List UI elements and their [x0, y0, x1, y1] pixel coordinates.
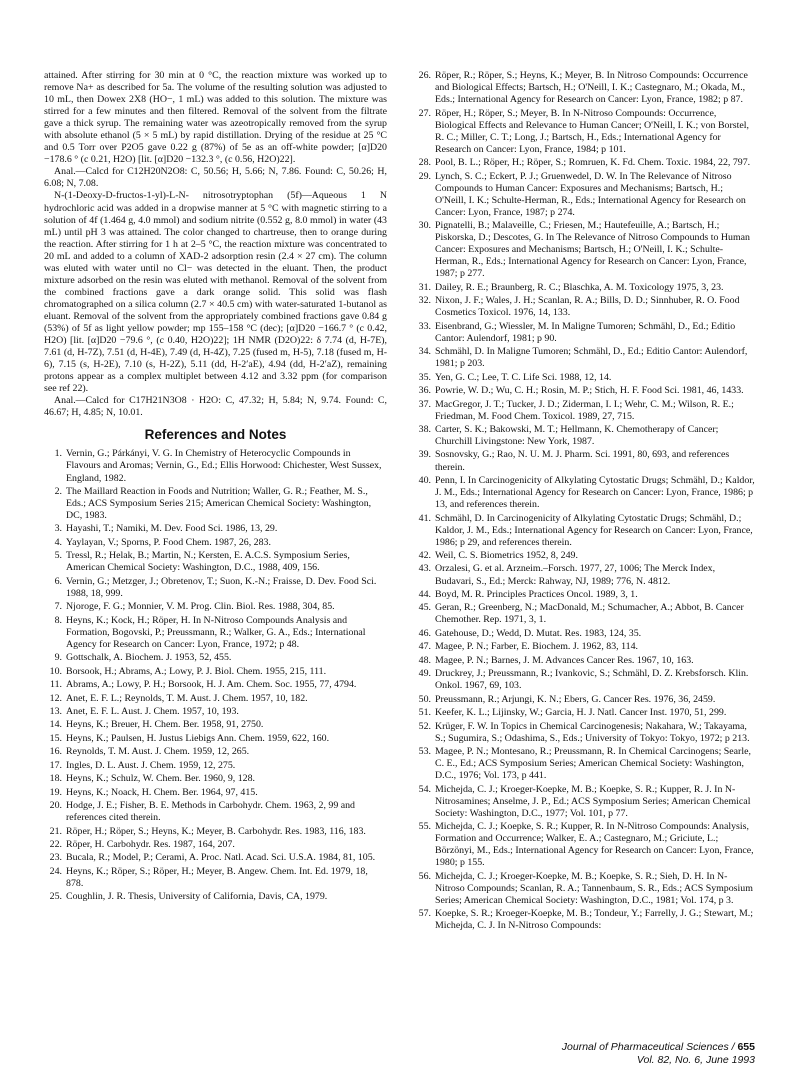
reference-item	[44, 486, 387, 522]
page-footer	[562, 1041, 755, 1067]
reference-text: Vernin, G.; Párkányi, V. G. In Chemistry of Heterocyclic Compounds in Flavours and Aromas; Vernin, G., Ed.; Ellis Horwood: Chichester, West Sussex, England, 1982.	[66, 448, 382, 484]
reference-text: Coughlin, J. R. Thesis, University of California, Davis, CA, 1979.	[66, 891, 328, 903]
reference-item	[413, 746, 756, 782]
reference-number: 47.	[418, 641, 431, 653]
reference-text: MacGregor, J. T.; Tucker, J. D.; Ziderman, I. I.; Wehr, C. M.; Wilson, R. E.; Friedman, M. Food Chem. Toxicol. 1989, 27, 715.	[435, 398, 734, 422]
reference-item	[44, 760, 387, 772]
reference-number: 31.	[418, 281, 431, 293]
footer-journal-line	[562, 1041, 755, 1054]
reference-text: Geran, R.; Greenberg, N.; MacDonald, M.; Schumacher, A.; Abbot, B. Cancer Chemother. Rep. 1971, 3, 1.	[435, 602, 744, 626]
analysis-paragraph-1: Anal.—Calcd for C12H20N2O8: C, 50.56; H, 5.66; N, 7.86. Found: C, 50.26; H, 6.08; N, 7.08.	[44, 166, 387, 190]
reference-item	[413, 346, 756, 370]
reference-text: Keefer, K. L.; Lijinsky, W.; Garcia, H. J. Natl. Cancer Inst. 1970, 51, 299.	[435, 707, 727, 719]
reference-item	[413, 694, 756, 706]
reference-text: Magee, P. N.; Barnes, J. M. Advances Cancer Res. 1967, 10, 163.	[435, 654, 694, 666]
reference-list-right	[413, 70, 756, 932]
reference-text: Lynch, S. C.; Eckert, P. J.; Gruenwedel, D. W. In The Relevance of Nitroso Compounds to Human Cancer: Exposures and Mechanisms; Bartsch, H.; O'Neill, I. K.; Schulte-Herman, R., Eds.; International Agency for Research on Cancer: Lyon, France, 1987; p 274.	[435, 170, 746, 218]
reference-number: 53.	[418, 746, 431, 758]
reference-item	[413, 589, 756, 601]
reference-item	[413, 668, 756, 692]
reference-item	[44, 746, 387, 758]
reference-text: Anet, E. F. L. Aust. J. Chem. 1957, 10, 193.	[66, 706, 239, 718]
reference-text: Weil, C. S. Biometrics 1952, 8, 249.	[435, 550, 578, 562]
reference-number: 34.	[418, 346, 431, 358]
reference-text: Anet, E. F. L.; Reynolds, T. M. Aust. J. Chem. 1957, 10, 182.	[66, 692, 308, 704]
reference-number: 4.	[54, 536, 62, 548]
reference-text: Abrams, A.; Lowy, P. H.; Borsook, H. J. Am. Chem. Soc. 1955, 77, 4794.	[66, 679, 357, 691]
reference-text: Michejda, C. J.; Kroeger-Koepke, M. B.; Koepke, S. R.; Kupper, R. J. In N-Nitrosamines; Anselme, J. P., Ed.; ACS Symposium Series; American Chemical Society: Washington, D.C., 1977; Vol. 101, p 77.	[435, 783, 751, 819]
reference-item	[413, 550, 756, 562]
reference-item	[413, 707, 756, 719]
reference-number: 26.	[418, 70, 431, 81]
reference-number: 14.	[49, 719, 62, 731]
reference-item	[413, 563, 756, 587]
body-paragraph-2: N-(1-Deoxy-D-fructos-1-yl)-L-N- nitrosotryptophan (5f)—Aqueous 1 N hydrochloric acid was added in a dropwise manner at 5 °C with magnetic stirring to a solution of 4f (1.464 g, 4.0 mmol) and sodium nitrite (0.552 g, 8.0 mmol) in water (43 mL) until pH 3 was attained. The color changed to chartreuse, then to orange during the reaction. After stirring for 1 h at 2–5 °C, the reaction mixture was concentrated to 20 mL and added to a column of XAD-2 adsorption resin (2.4 × 27 cm). The column was eluted with water until no Cl− was detected in the eluant. Then, the product mixture adsorbed on the resin was eluted with methanol. Removal of the solvent from the combined fractions gave a dark orange solid. This solid was flash chromatographed on a silica column (2.7 × 40.5 cm) with water-saturated 1-butanol as eluant. Removal of the solvent from the appropriately combined fractions gave 0.84 g (53%) of 5f as light yellow powder; mp 155–158 °C (dec); [α]D20 −166.7 ° (c 0.42, H2O) [lit. [α]D20 −79.6 °, (c 0.40, H2O)22]; 1H NMR (D2O)22: δ 7.74 (d, H-7E), 7.61 (d, H-7Z), 7.51 (d, H-4E), 7.49 (d, H-4Z), 7.25 (fused m, H-5), 7.18 (fused m, H-6), 7.15 (s, H-2E), 7.10 (s, H-2Z), 5.11 (dd, H-2′aE), 4.94 (dd, H-2′aZ), remaining protons appear as a complex multiplet between 4.12 and 3.32 ppm (for comparison see ref 22).	[44, 190, 387, 395]
reference-number: 44.	[418, 588, 431, 600]
reference-item	[44, 679, 387, 691]
footer-issue: Vol. 82, No. 6, June 1993	[636, 1054, 755, 1066]
references-heading: References and Notes	[144, 427, 287, 443]
reference-number: 19.	[49, 786, 62, 798]
reference-text: Michejda, C. J.; Kroeger-Koepke, M. B.; Koepke, S. R.; Sieh, D. H. In N-Nitroso Compounds; Scanlan, R. A.; Tannenbaum, S. R., Eds.; ACS Symposium Series; American Chemical Society: Washington, D.C., 1981; Vol. 174, p 3.	[435, 870, 753, 906]
reference-text: Heyns, K.; Breuer, H. Chem. Ber. 1958, 91, 2750.	[66, 719, 264, 731]
reference-text: Pool, B. L.; Röper, H.; Röper, S.; Romruen, K. Fd. Chem. Toxic. 1984, 22, 797.	[435, 157, 751, 169]
reference-item	[44, 891, 387, 903]
reference-text: Yen, G. C.; Lee, T. C. Life Sci. 1988, 12, 14.	[435, 371, 612, 383]
reference-text: Hayashi, T.; Namiki, M. Dev. Food Sci. 1986, 13, 29.	[66, 523, 278, 535]
reference-text: Boyd, M. R. Principles Practices Oncol. 1989, 3, 1.	[435, 588, 638, 600]
reference-item	[413, 424, 756, 448]
reference-text: Nixon, J. F.; Wales, J. H.; Scanlan, R. A.; Bills, D. D.; Sinnhuber, R. O. Food Cosmetics Toxicol. 1976, 14, 133.	[435, 295, 740, 319]
reference-item	[413, 220, 756, 280]
reference-item	[413, 721, 756, 745]
analysis-paragraph-2: Anal.—Calcd for C17H21N3O8 · H2O: C, 47.32; H, 5.84; N, 9.74. Found: C, 46.67; H, 4.85; N, 10.01.	[44, 395, 387, 419]
reference-number: 51.	[418, 707, 431, 719]
reference-item	[413, 282, 756, 294]
reference-text: Bucala, R.; Model, P.; Cerami, A. Proc. Natl. Acad. Sci. U.S.A. 1984, 81, 105.	[66, 852, 376, 864]
reference-number: 7.	[54, 601, 62, 613]
reference-number: 10.	[49, 665, 62, 677]
reference-text: Preussmann, R.; Arjungi, K. N.; Ebers, G. Cancer Res. 1976, 36, 2459.	[435, 693, 716, 705]
reference-item	[44, 523, 387, 535]
reference-text: Vernin, G.; Metzger, J.; Obretenov, T.; Suon, K.-N.; Fraisse, D. Dev. Food Sci. 1988, 18, 999.	[66, 575, 377, 599]
reference-text: Magee, P. N.; Farber, E. Biochem. J. 1962, 83, 114.	[435, 641, 639, 653]
reference-text: Tressl, R.; Helak, B.; Martin, N.; Kersten, E. A.C.S. Symposium Series, American Chemical Society: Washington, D.C., 1988, 409, 156.	[66, 550, 350, 574]
reference-item	[44, 537, 387, 549]
reference-number: 49.	[418, 668, 431, 680]
reference-text: Heyns, K.; Kock, H.; Röper, H. In N-Nitroso Compounds Analysis and Formation, Bogovski, P.; Preussmann, R.; Walker, G. A., Eds.; International Agency for Research on Cancer: Lyon, France, 1972; p 48.	[66, 614, 366, 650]
reference-item	[413, 108, 756, 156]
reference-number: 57.	[418, 908, 431, 920]
reference-number: 20.	[49, 800, 62, 812]
reference-number: 48.	[418, 654, 431, 666]
reference-item	[44, 550, 387, 574]
reference-number: 13.	[49, 706, 62, 718]
reference-number: 3.	[54, 523, 62, 535]
reference-number: 17.	[49, 759, 62, 771]
reference-number: 23.	[49, 852, 62, 864]
reference-item	[44, 773, 387, 785]
reference-item	[413, 372, 756, 384]
reference-text: Schmähl, D. In Maligne Tumoren; Schmähl, D., Ed.; Editio Cantor: Aulendorf, 1981; p 203.	[435, 346, 748, 370]
reference-item	[413, 655, 756, 667]
left-column	[44, 70, 387, 905]
reference-list-left	[44, 448, 387, 903]
reference-item	[44, 800, 387, 824]
reference-number: 32.	[418, 295, 431, 307]
reference-number: 25.	[49, 891, 62, 903]
reference-item	[44, 601, 387, 613]
reference-item	[413, 784, 756, 820]
reference-text: Krüger, F. W. In Topics in Chemical Carcinogenesis; Nakahara, W.; Takayama, S.; Sugumira, S.; Odashima, S., Eds.; University of Tokyo: Tokyo, 1972; p 213.	[435, 720, 750, 744]
reference-text: Röper, H.; Röper, S.; Meyer, B. In N-Nitroso Compounds: Occurrence, Biological Effects and Relevance to Human Cancer; O'Neill, I. K.; von Borstel, R. C.; Miller, C. T.; Long, J.; Bartsch, H., Eds.; International Agency for Research on Cancer: Lyon, France, 1984; p 101.	[435, 107, 749, 155]
reference-number: 12.	[49, 692, 62, 704]
reference-item	[413, 628, 756, 640]
reference-item	[413, 602, 756, 626]
reference-item	[413, 449, 756, 473]
reference-item	[413, 908, 756, 932]
reference-text: The Maillard Reaction in Foods and Nutrition; Waller, G. R.; Feather, M. S., Eds.; ACS Symposium Series 215; American Chemical Society: Washington, DC, 1983.	[66, 485, 372, 522]
reference-number: 36.	[418, 385, 431, 397]
reference-number: 35.	[418, 371, 431, 383]
reference-item	[413, 641, 756, 653]
journal-name: Journal of Pharmaceutical Sciences /	[561, 1041, 735, 1053]
reference-item	[413, 475, 756, 511]
reference-text: Magee, P. N.; Montesano, R.; Preussmann, R. In Chemical Carcinogens; Searle, C. E., Ed.; ACS Symposium Series; American Chemical Society: Washington, D.C., 1976; Vol. 173, p 441.	[435, 746, 751, 782]
reference-item	[413, 295, 756, 319]
reference-item	[413, 385, 756, 397]
reference-number: 40.	[418, 474, 431, 486]
reference-text: Pignatelli, B.; Malaveille, C.; Friesen, M.; Hautefeuille, A.; Bartsch, H.; Piskorska, D.; Descotes, G. In The Relevance of Nitroso Compounds to Human Cancer: Exposures and Mechanisms; Bartsch, H.; O'Neill, I. K.; Schulte-Herman, R., Eds.; International Agency for Research on Cancer: Lyon, France, 1987; p 277.	[435, 220, 750, 280]
reference-number: 43.	[418, 563, 431, 575]
reference-number: 50.	[418, 693, 431, 705]
reference-item	[413, 321, 756, 345]
reference-text: Reynolds, T. M. Aust. J. Chem. 1959, 12, 265.	[66, 746, 250, 758]
reference-text: Njoroge, F. G.; Monnier, V. M. Prog. Clin. Biol. Res. 1988, 304, 85.	[66, 601, 335, 613]
reference-item	[44, 839, 387, 851]
reference-item	[44, 652, 387, 664]
reference-number: 52.	[418, 720, 431, 732]
reference-number: 41.	[418, 512, 431, 524]
reference-number: 27.	[418, 107, 431, 119]
reference-number: 24.	[49, 865, 62, 877]
reference-text: Orzalesi, G. et al. Arzneim.–Forsch. 1977, 27, 1006; The Merck Index, Budavari, S., Ed.; Merck: Rahway, NJ, 1989; 776, N. 4812.	[435, 563, 716, 587]
reference-text: Heyns, K.; Paulsen, H. Justus Liebigs Ann. Chem. 1959, 622, 160.	[66, 732, 330, 744]
reference-item	[44, 866, 387, 890]
reference-number: 16.	[49, 746, 62, 758]
reference-item	[44, 666, 387, 678]
reference-number: 18.	[49, 773, 62, 785]
reference-text: Sosnovsky, G.; Rao, N. U. M. J. Pharm. Sci. 1991, 80, 693, and references therein.	[435, 449, 730, 473]
page-number: 655	[737, 1041, 755, 1053]
reference-number: 2.	[54, 485, 62, 497]
reference-text: Koepke, S. R.; Kroeger-Koepke, M. B.; Tondeur, Y.; Farrelly, J. G.; Stewart, M.; Michejda, C. J. In N-Nitroso Compounds:	[435, 908, 753, 932]
reference-number: 21.	[49, 825, 62, 837]
reference-number: 39.	[418, 449, 431, 461]
reference-text: Heyns, K.; Schulz, W. Chem. Ber. 1960, 9, 128.	[66, 773, 255, 785]
reference-text: Eisenbrand, G.; Wiessler, M. In Maligne Tumoren; Schmähl, D., Ed.; Editio Cantor: Aulendorf, 1981; p 90.	[435, 320, 736, 344]
reference-number: 9.	[54, 652, 62, 664]
reference-text: Penn, I. In Carcinogenicity of Alkylating Cytostatic Drugs; Schmähl, D.; Kaldor, J. M., Eds.; International Agency for Research on Cancer: Lyon, France, 1986; p 13, and references therein.	[435, 474, 755, 511]
reference-number: 1.	[54, 448, 62, 460]
reference-number: 6.	[54, 575, 62, 587]
reference-text: Heyns, K.; Röper, S.; Röper, H.; Meyer, B. Angew. Chem. Int. Ed. 1979, 18, 878.	[66, 865, 368, 889]
reference-number: 46.	[418, 627, 431, 639]
reference-number: 37.	[418, 398, 431, 410]
reference-item	[413, 871, 756, 907]
reference-item	[44, 787, 387, 799]
reference-number: 15.	[49, 732, 62, 744]
reference-number: 22.	[49, 839, 62, 851]
reference-item	[413, 513, 756, 549]
reference-item	[44, 706, 387, 718]
reference-text: Carter, S. K.; Bakowski, M. T.; Hellmann, K. Chemotherapy of Cancer; Churchill Livingstone: New York, 1987.	[435, 424, 719, 448]
reference-number: 42.	[418, 550, 431, 562]
reference-number: 45.	[418, 602, 431, 614]
reference-number: 54.	[418, 783, 431, 795]
reference-text: Powrie, W. D.; Wu, C. H.; Rosin, M. P.; Stich, H. F. Food Sci. 1981, 46, 1433.	[435, 385, 744, 397]
reference-item	[44, 576, 387, 600]
reference-number: 55.	[418, 821, 431, 833]
reference-item	[44, 615, 387, 651]
reference-text: Schmähl, D. In Carcinogenicity of Alkylating Cytostatic Drugs; Schmähl, D.; Kaldor, J. M., Eds.; International Agency for Research on Cancer: Lyon, France, 1986; p 29, and references therein.	[435, 512, 753, 548]
reference-text: Ingles, D. L. Aust. J. Chem. 1959, 12, 275.	[66, 759, 236, 771]
reference-text: Michejda, C. J.; Koepke, S. R.; Kupper, R. In N-Nitroso Compounds: Analysis, Formation and Occurrence; Walker, E. A.; Castegnaro, M.; Griciute, L.; Börzönyi, M., Eds.; International Agency for Research on Cancer: Lyon, France, 1980; p 155.	[435, 821, 754, 869]
right-column	[413, 70, 756, 934]
reference-item	[413, 70, 756, 106]
reference-text: Druckrey, J.; Preussmann, R.; Ivankovic, S.; Schmähl, D. Z. Krebsforsch. Klin. Onkol. 1967, 69, 103.	[435, 668, 749, 692]
reference-text: Yaylayan, V.; Sporns, P. Food Chem. 1987, 26, 283.	[66, 536, 271, 548]
reference-item	[44, 448, 387, 484]
reference-number: 38.	[418, 424, 431, 435]
reference-number: 11.	[50, 679, 62, 691]
reference-text: Gottschalk, A. Biochem. J. 1953, 52, 455.	[66, 652, 232, 664]
reference-item	[413, 171, 756, 219]
reference-item	[44, 826, 387, 838]
reference-item	[44, 852, 387, 864]
reference-number: 56.	[418, 870, 431, 882]
reference-item	[44, 693, 387, 705]
reference-number: 33.	[418, 320, 431, 332]
reference-text: Röper, H. Carbohydr. Res. 1987, 164, 207.	[66, 839, 235, 851]
reference-text: Röper, H.; Röper, S.; Heyns, K.; Meyer, B. Carbohydr. Res. 1983, 116, 183.	[66, 825, 366, 837]
reference-item	[44, 733, 387, 745]
reference-text: Röper, R.; Röper, S.; Heyns, K.; Meyer, B. In Nitroso Compounds: Occurrence and Biological Effects; Bartsch, H.; O'Neill, I. K.; Castegnaro, M.; Okada, M., Eds.; International Agency for Research on Cancer: Lyon, France, 1982; p 87.	[435, 70, 748, 106]
reference-item	[413, 399, 756, 423]
reference-item	[44, 719, 387, 731]
reference-text: Heyns, K.; Noack, H. Chem. Ber. 1964, 97, 415.	[66, 786, 258, 798]
reference-text: Borsook, H.; Abrams, A.; Lowy, P. J. Biol. Chem. 1955, 215, 111.	[66, 665, 327, 677]
reference-item	[413, 821, 756, 869]
reference-number: 8.	[54, 614, 62, 626]
reference-text: Dailey, R. E.; Braunberg, R. C.; Blaschka, A. M. Toxicology 1975, 3, 23.	[435, 281, 724, 293]
reference-item	[413, 157, 756, 169]
reference-number: 30.	[418, 220, 431, 232]
reference-number: 5.	[54, 550, 62, 562]
body-paragraph-1: attained. After stirring for 30 min at 0 °C, the reaction mixture was worked up to remove Na+ as described for 5a. The volume of the resulting solution was adjusted to 10 mL, then Dowex 2X8 (HO−, 1 mL) was added to this solution. The mixture was stirred for a few minutes and then filtered. Removal of the solvent from the filtrate gave a thick syrup. The remaining water was azeotropically removed from the syrup with absolute ethanol (5 × 5 mL) by rapid distillation. Drying of the residue at 25 °C and 0.5 Torr over P2O5 gave 0.22 g (87%) of 5e as an off-white powder; [α]D20 −178.6 ° (c 0.21, H2O) [lit. [α]D20 −132.3 °, (c 0.56, H2O)22].	[44, 70, 387, 166]
reference-text: Gatehouse, D.; Wedd, D. Mutat. Res. 1983, 124, 35.	[435, 627, 642, 639]
reference-number: 28.	[418, 157, 431, 169]
reference-number: 29.	[418, 170, 431, 182]
reference-text: Hodge, J. E.; Fisher, B. E. Methods in Carbohydr. Chem. 1963, 2, 99 and references cited therein.	[66, 800, 355, 824]
